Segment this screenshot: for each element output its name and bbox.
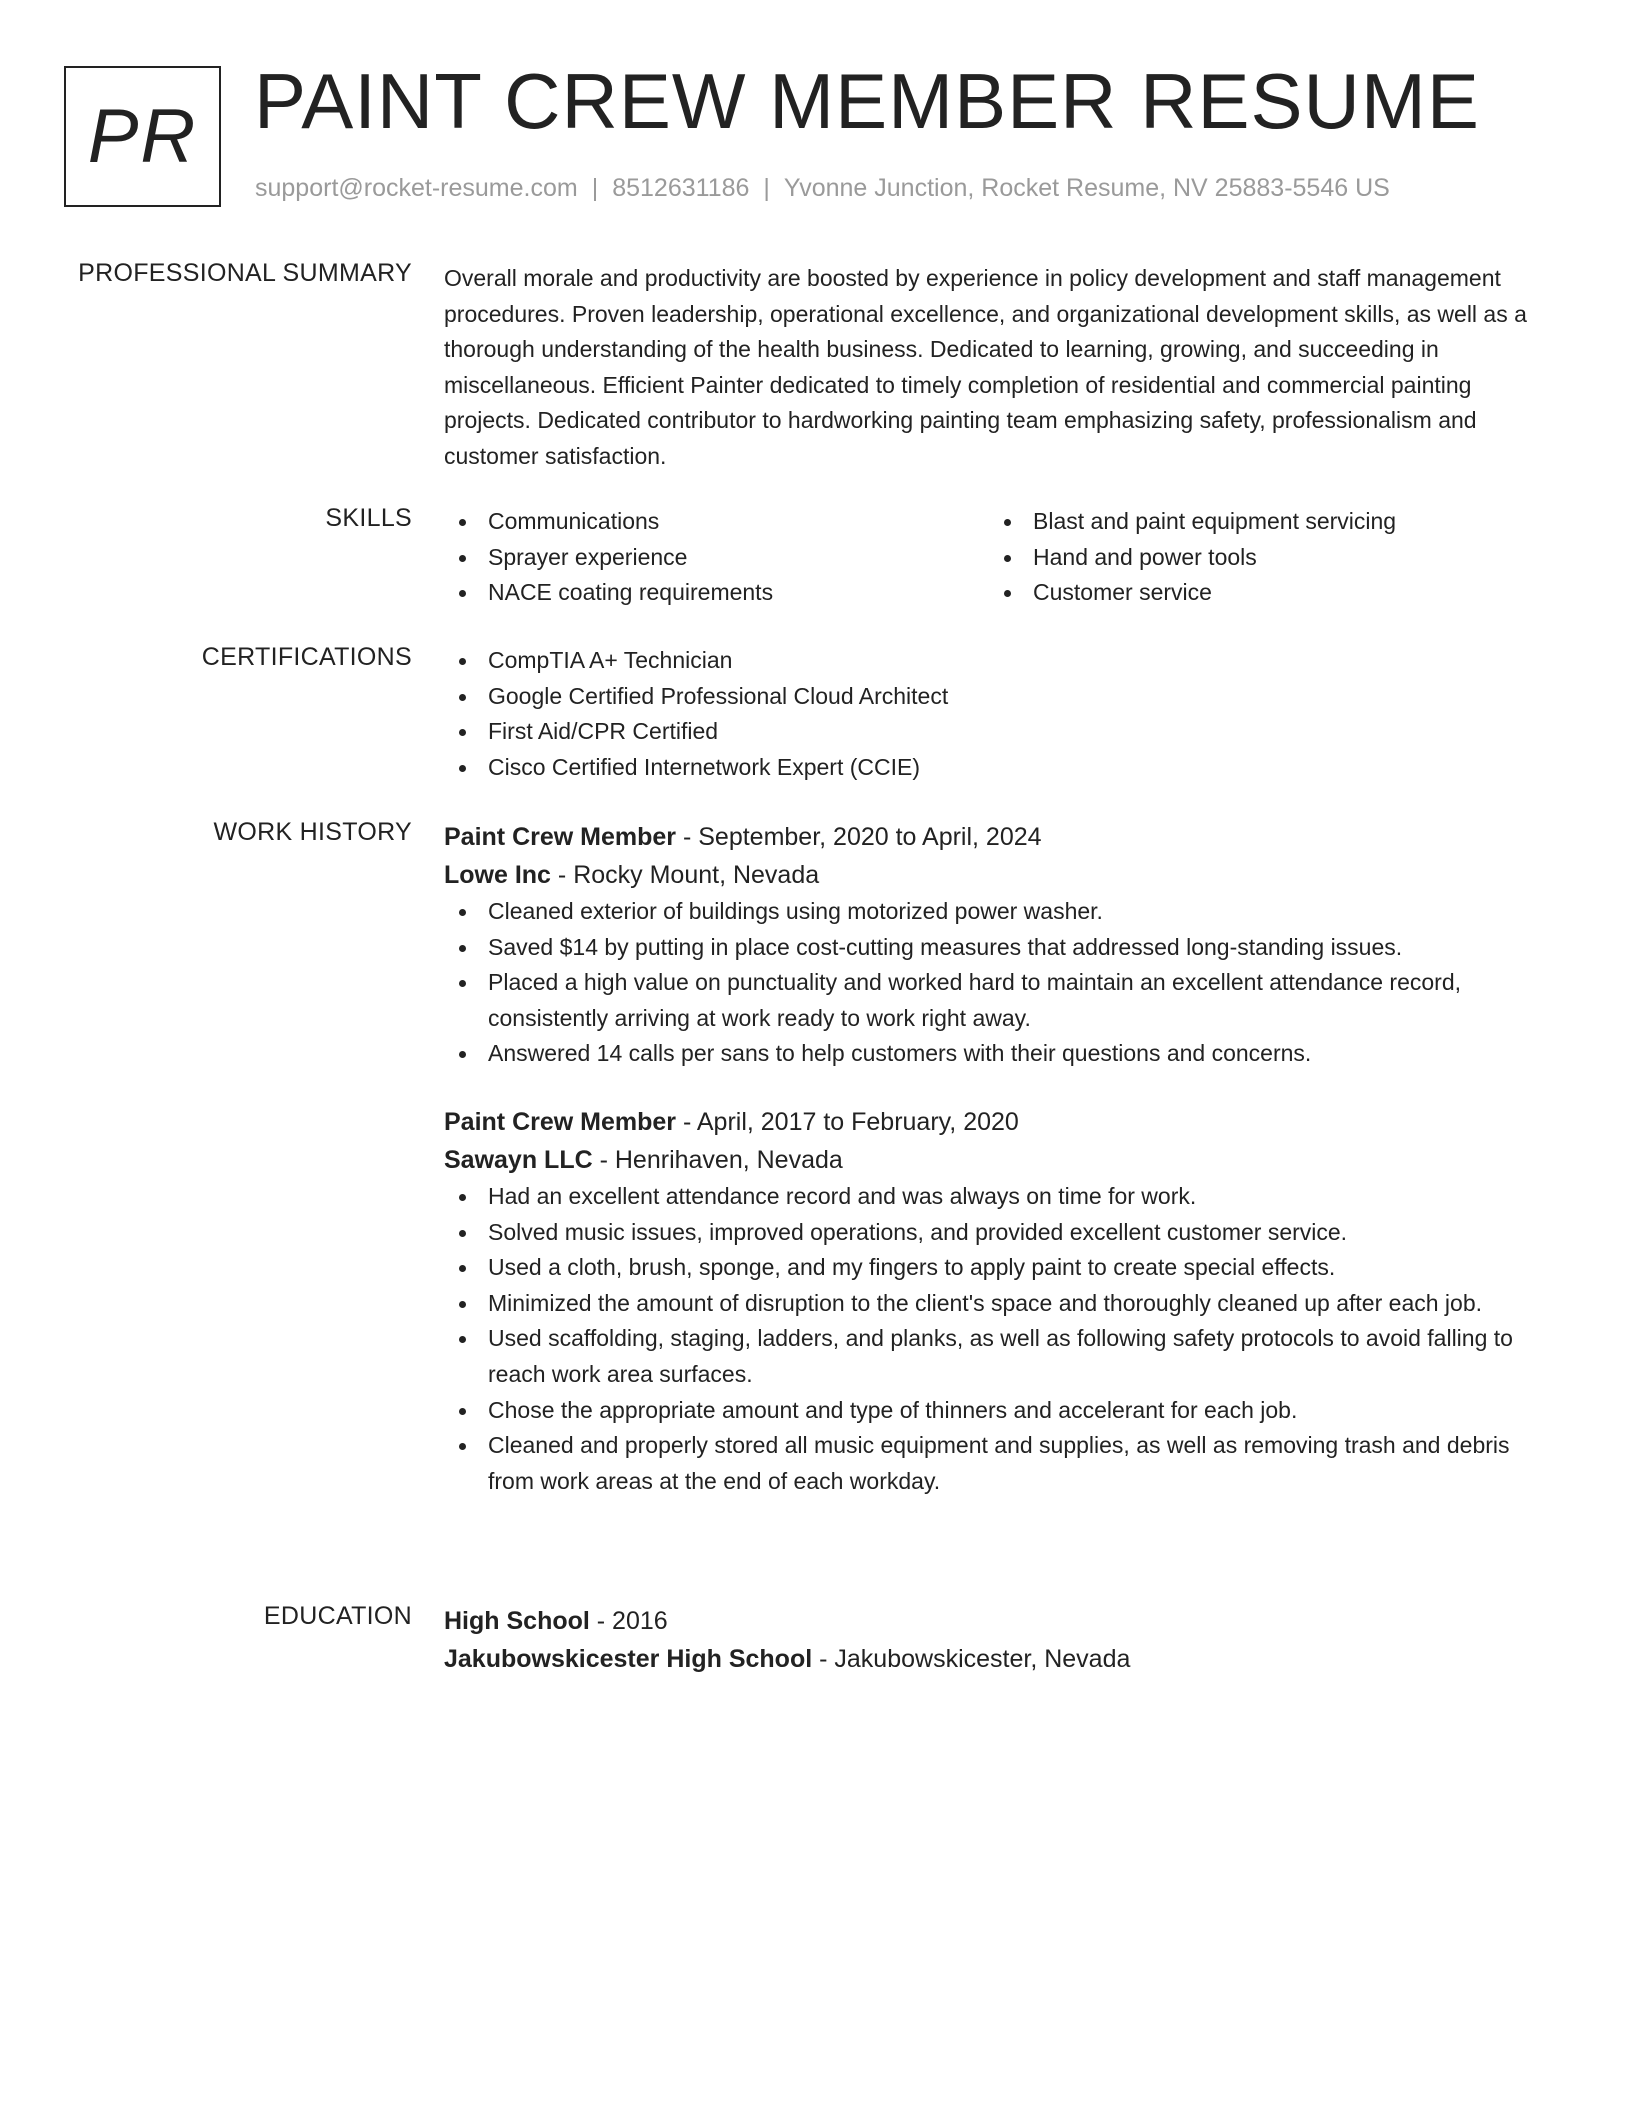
contact-separator: | bbox=[763, 174, 770, 202]
certification-item: Cisco Certified Internetwork Expert (CCIE) bbox=[444, 750, 1559, 786]
job-title-line bbox=[444, 818, 1559, 856]
skill-item: Sprayer experience bbox=[444, 540, 989, 576]
job-title-line bbox=[444, 1103, 1559, 1141]
certification-item: Google Certified Professional Cloud Architect bbox=[444, 679, 1559, 715]
job-duties-list bbox=[444, 1179, 1559, 1499]
job-duty-item: Saved $14 by putting in place cost-cutting measures that addressed long-standing issues. bbox=[444, 930, 1559, 966]
skill-item: NACE coating requirements bbox=[444, 575, 989, 611]
contact-email: support@rocket-resume.com bbox=[255, 174, 578, 202]
contact-line bbox=[255, 174, 1390, 203]
skills-list-left bbox=[444, 504, 989, 611]
job-duty-item: Cleaned exterior of buildings using motorized power washer. bbox=[444, 894, 1559, 930]
job-company-line bbox=[444, 856, 1559, 894]
contact-separator: | bbox=[591, 174, 599, 202]
job-dates: - September, 2020 to April, 2024 bbox=[682, 823, 1042, 851]
job-duty-item: Used a cloth, brush, sponge, and my fingers to apply paint to create special effects. bbox=[444, 1250, 1559, 1286]
contact-address: Yvonne Junction, Rocket Resume, NV 25883-5546 US bbox=[783, 174, 1390, 202]
skills-columns bbox=[444, 504, 1559, 611]
job-duty-item: Had an excellent attendance record and was always on time for work. bbox=[444, 1179, 1559, 1215]
resume-title: PAINT CREW MEMBER RESUME bbox=[254, 57, 1480, 145]
skill-item: Blast and paint equipment servicing bbox=[989, 504, 1534, 540]
job-company: Lowe Inc bbox=[444, 861, 551, 889]
job-location: - Henrihaven, Nevada bbox=[599, 1145, 843, 1174]
job-entry bbox=[444, 1103, 1559, 1499]
job-location: - Rocky Mount, Nevada bbox=[557, 861, 820, 889]
job-duties-list bbox=[444, 894, 1559, 1072]
work-history-label: WORK HISTORY bbox=[213, 818, 412, 846]
skills-label: SKILLS bbox=[325, 504, 412, 532]
job-duty-item: Minimized the amount of disruption to the client's space and thoroughly cleaned up after each job. bbox=[444, 1286, 1559, 1322]
education-year: - 2016 bbox=[596, 1607, 668, 1635]
job-duty-item: Placed a high value on punctuality and worked hard to maintain an excellent attendance record, consistently arriving at work ready to work right away. bbox=[444, 965, 1559, 1036]
monogram-initials: PR bbox=[87, 94, 198, 179]
certification-item: First Aid/CPR Certified bbox=[444, 714, 1559, 750]
job-title: Paint Crew Member bbox=[444, 1107, 677, 1136]
certifications-label: CERTIFICATIONS bbox=[201, 643, 412, 671]
summary-text: Overall morale and productivity are boosted by experience in policy development and staff management procedures. Proven leadership, operational excellence, and organizational development skills, as well as a thorough understanding of the health business. Dedicated to learning, growing, and succeeding in miscellaneous. Efficient Painter dedicated to timely completion of residential and commercial painting projects. Dedicated contributor to hardworking painting team emphasizing safety, professionalism and customer satisfaction. bbox=[444, 265, 1527, 469]
skill-item: Hand and power tools bbox=[989, 540, 1534, 576]
job-title: Paint Crew Member bbox=[444, 823, 677, 851]
job-duty-item: Answered 14 calls per sans to help customers with their questions and concerns. bbox=[444, 1036, 1559, 1072]
skills-body bbox=[444, 504, 1559, 611]
contact-phone: 8512631186 bbox=[612, 174, 750, 202]
summary-label: PROFESSIONAL SUMMARY bbox=[78, 259, 412, 287]
job-entry bbox=[444, 818, 1559, 1072]
job-company: Sawayn LLC bbox=[444, 1145, 593, 1174]
skill-item: Customer service bbox=[989, 575, 1534, 611]
education-body bbox=[444, 1602, 1559, 1678]
certification-item: CompTIA A+ Technician bbox=[444, 643, 1559, 679]
work-history-body bbox=[444, 818, 1559, 1499]
skills-list-right bbox=[989, 504, 1534, 611]
education-location: - Jakubowskicester, Nevada bbox=[819, 1645, 1131, 1673]
certifications-body bbox=[444, 643, 1559, 785]
education-school-line bbox=[444, 1640, 1559, 1678]
job-duty-item: Cleaned and properly stored all music equipment and supplies, as well as removing trash and debris from work areas at the end of each workday. bbox=[444, 1428, 1559, 1499]
job-dates: - April, 2017 to February, 2020 bbox=[682, 1107, 1019, 1136]
education-degree-line bbox=[444, 1602, 1559, 1640]
job-duty-item: Used scaffolding, staging, ladders, and planks, as well as following safety protocols to avoid falling to reach work area surfaces. bbox=[444, 1321, 1559, 1392]
job-company-line bbox=[444, 1141, 1559, 1179]
monogram-box bbox=[64, 66, 221, 207]
education-degree: High School bbox=[444, 1607, 590, 1635]
certifications-list bbox=[444, 643, 1559, 785]
education-school: Jakubowskicester High School bbox=[444, 1645, 813, 1673]
job-duty-item: Solved music issues, improved operations, and provided excellent customer service. bbox=[444, 1215, 1559, 1251]
job-duty-item: Chose the appropriate amount and type of thinners and accelerant for each job. bbox=[444, 1393, 1559, 1429]
skill-item: Communications bbox=[444, 504, 989, 540]
summary-body bbox=[444, 261, 1559, 475]
education-label: EDUCATION bbox=[263, 1602, 412, 1630]
